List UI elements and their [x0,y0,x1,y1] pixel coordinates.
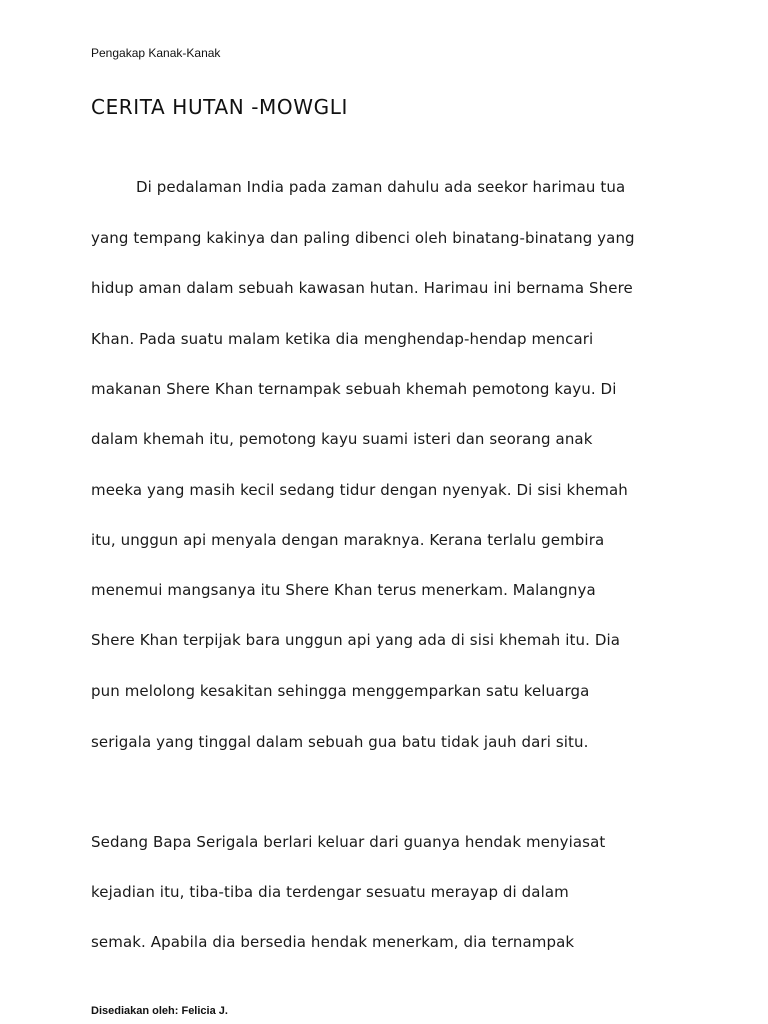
paragraph-line: yang tempang kakinya dan paling dibenci oleh binatang-binatang yang [91,229,635,247]
paragraph-line: menemui mangsanya itu Shere Khan terus menerkam. Malangnya [91,581,596,599]
page-header: Pengakap Kanak-Kanak [91,46,221,60]
paragraph-line: makanan Shere Khan ternampak sebuah khemah pemotong kayu. Di [91,380,617,398]
document-title: CERITA HUTAN -MOWGLI [91,95,348,119]
paragraph-line: dalam khemah itu, pemotong kayu suami isteri dan seorang anak [91,430,593,448]
paragraph-line: semak. Apabila dia bersedia hendak menerkam, dia ternampak [91,933,575,951]
paragraph-line: Sedang Bapa Serigala berlari keluar dari guanya hendak menyiasat [91,833,606,851]
paragraph-line: Di pedalaman India pada zaman dahulu ada seekor harimau tua [136,178,626,196]
paragraph-line: Shere Khan terpijak bara unggun api yang ada di sisi khemah itu. Dia [91,631,621,649]
paragraph-line: serigala yang tinggal dalam sebuah gua batu tidak jauh dari situ. [91,733,589,751]
paragraph-line: Khan. Pada suatu malam ketika dia menghendap-hendap mencari [91,330,594,348]
paragraph-line: itu, unggun api menyala dengan maraknya. Kerana terlalu gembira [91,531,605,549]
paragraph-line: pun melolong kesakitan sehingga menggemparkan satu keluarga [91,682,590,700]
page-footer: Disediakan oleh: Felicia J. [91,1005,228,1017]
paragraph-line: meeka yang masih kecil sedang tidur dengan nyenyak. Di sisi khemah [91,481,628,499]
paragraph-line: kejadian itu, tiba-tiba dia terdengar sesuatu merayap di dalam [91,883,569,901]
paragraph-line: hidup aman dalam sebuah kawasan hutan. Harimau ini bernama Shere [91,279,633,297]
